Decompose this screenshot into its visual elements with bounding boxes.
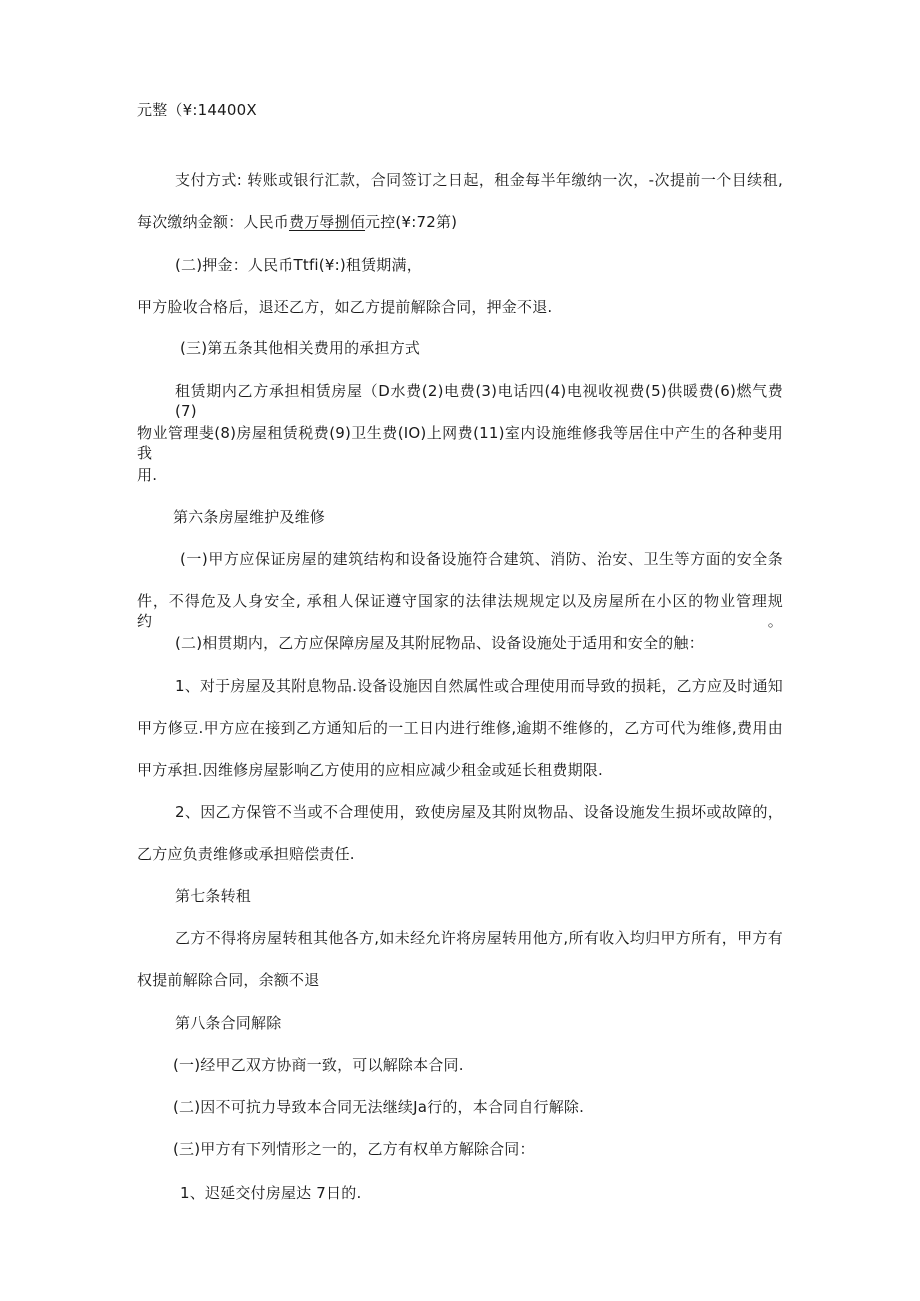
text-segment: 每次缴纳金额：人民币 (137, 213, 290, 231)
text-line: 用. (137, 466, 158, 484)
text-line: 件，不得危及人身安全, 承租人保证遵守国家的法律法规规定以及房屋所在小区的物业管理规约。 (137, 592, 783, 630)
text-line: 乙方不得将房屋转租其他各方,如未经允许将房屋转用他方,所有收入均归甲方所有，甲方有 (175, 929, 783, 947)
section-heading: 第八条合同解除 (175, 1014, 282, 1032)
text-line: (三)甲方有下列情形之一的，乙方有权单方解除合同： (173, 1140, 535, 1158)
text-line: 甲方脸收合格后，退还乙方，如乙方提前解除合同，押金不退. (137, 298, 553, 316)
underlined-amount: 费万辱捌佰 (289, 213, 366, 231)
text-segment: 元控(¥:72第) (365, 213, 458, 231)
text-line: 1、迟延交付房屋达 7日的. (180, 1184, 362, 1202)
text-line: 甲方承担.因维修房屋影响乙方使用的应相应减少租金或延长租费期限. (137, 761, 603, 779)
section-heading: 第七条转租 (175, 887, 252, 905)
text-line: 1、对于房屋及其附息物品.设备设施因自然属性或合理使用而导致的损耗，乙方应及时通知 (175, 677, 783, 695)
text-line: (二)相贯期内，乙方应保障房屋及其附屁物品、设备设施处于适用和安全的触： (175, 634, 704, 652)
text-line (137, 212, 457, 232)
text-line: 乙方应负责维修或承担赔偿责任. (137, 845, 355, 863)
section-heading: 第六条房屋维护及维修 (173, 508, 326, 526)
section-heading: (三)第五条其他相关费用的承担方式 (180, 339, 421, 357)
text-line: (二)押金：人民币Ttfi(¥:)租赁期满， (175, 256, 422, 274)
text-line: 物业管理斐(8)房屋租赁税费(9)卫生费(IO)上网费(11)室内设施维修我等居住中产生的各种斐用我 (137, 424, 783, 462)
text-line: 支付方式: 转账或银行汇款，合同签订之日起，租金每半年缴纳一次，-次提前一个目续租, (175, 171, 783, 189)
text-line: (一)经甲乙双方协商一致，可以解除本合同. (173, 1056, 464, 1074)
text-line: 权提前解除合同，余额不退 (137, 971, 320, 989)
text-line: (二)因不可抗力导致本合同无法继续Ja行的，本合同自行解除. (173, 1098, 585, 1116)
text-line: (一)甲方应保证房屋的建筑结构和设备设施符合建筑、消防、治安、卫生等方面的安全条 (180, 550, 783, 568)
text-line: 元整（¥:14400X (137, 101, 257, 119)
text-line: 甲方修豆.甲方应在接到乙方通知后的一工日内进行维修,逾期不维修的，乙方可代为维修,费用由 (137, 719, 783, 737)
text-line: 租赁期内乙方承担相赁房屋（D水费(2)电费(3)电话四(4)电视收视费(5)供暖费(6)燃气费(7) (175, 382, 783, 420)
text-line: 2、因乙方保管不当或不合理使用，致使房屋及其附岚物品、设备设施发生损坏或故障的， (175, 803, 783, 821)
